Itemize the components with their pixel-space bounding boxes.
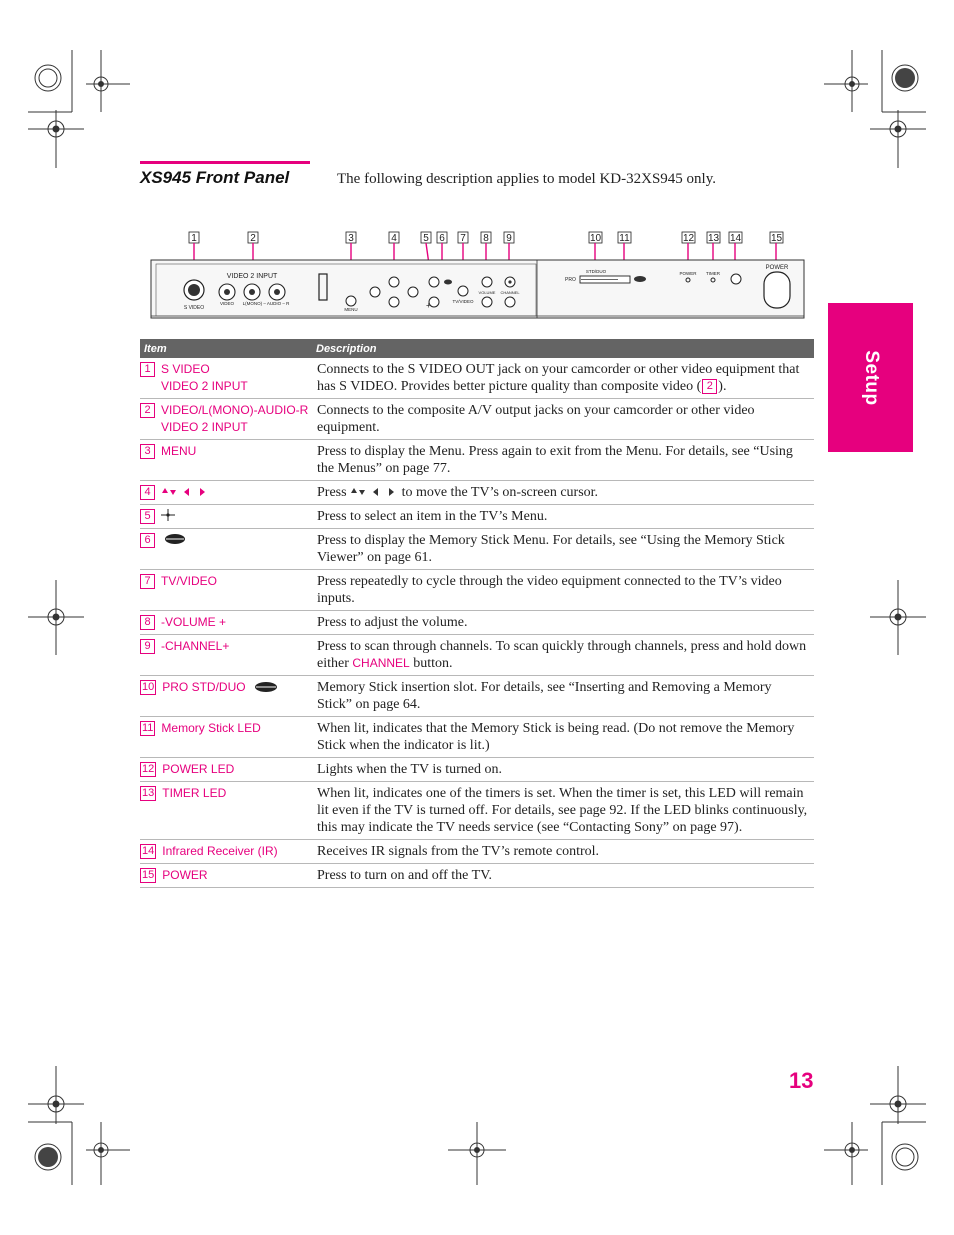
- item-description: When lit, indicates that the Memory Stick is being read. (Do not remove the Memory Stick when the indicator is lit.): [310, 717, 814, 758]
- callout-1: 1: [191, 233, 197, 244]
- title-rule: [140, 161, 310, 164]
- power-panel-label: POWER: [765, 265, 789, 271]
- item-number: 1: [140, 362, 155, 377]
- table-row: [140, 440, 814, 481]
- table-row: [140, 481, 814, 505]
- item-label: -CHANNEL+: [161, 639, 230, 653]
- item-number: 4: [140, 485, 155, 500]
- item-description: Receives IR signals from the TV’s remote control.: [310, 840, 814, 864]
- arrow-keys-icon: [350, 487, 398, 497]
- channel-panel-label: CHANNEL: [500, 290, 520, 295]
- callout-13: 13: [707, 233, 720, 244]
- intro-text: The following description applies to model KD-32XS945 only.: [337, 171, 716, 187]
- item-description: When lit, indicates one of the timers is set. When the timer is set, this LED will remain lit even if the TV is turned off. For details, see page 92. If the LED blinks continuously, this may indicate the TV needs service (see “Contacting Sony” on page 97).: [310, 782, 814, 840]
- memory-stick-icon: [164, 533, 186, 545]
- s-video-label: S VIDEO: [183, 305, 205, 311]
- callout-8: 8: [483, 233, 489, 244]
- page-number: 13: [789, 1068, 814, 1093]
- callout-9: 9: [506, 233, 512, 244]
- item-number: 11: [142, 722, 154, 734]
- item-number: 8: [140, 615, 155, 630]
- item-description: Memory Stick insertion slot. For details, see “Inserting and Removing a Memory Stick” on page 64.: [310, 676, 814, 717]
- select-symbol-icon: +: [426, 301, 431, 310]
- callout-4: 4: [391, 233, 397, 244]
- item-description-end: ).: [718, 379, 727, 394]
- item-label: VIDEO/L(MONO)-AUDIO-R: [161, 403, 309, 417]
- item-description: Press to scan through channels. To scan quickly through channels, press and hold down either: [317, 639, 807, 671]
- arrow-keys-icon: [161, 487, 207, 497]
- tv-video-panel-label: TV/VIDEO: [452, 299, 474, 304]
- header-description: Description: [310, 339, 814, 358]
- table-row: [140, 782, 814, 840]
- item-description: Press to select an item in the TV’s Menu.: [310, 505, 814, 529]
- items-table: [140, 339, 814, 888]
- table-row: [140, 505, 814, 529]
- item-description-end: to move the TV’s on-screen cursor.: [401, 485, 599, 500]
- std-duo-label: STD/DUO: [585, 269, 607, 274]
- item-number: 9: [140, 639, 155, 654]
- item-label: POWER: [162, 868, 208, 882]
- pro-label: PRO: [565, 277, 576, 283]
- timer-led-panel-label: TIMER: [706, 271, 720, 276]
- item-label: Memory Stick LED: [161, 721, 261, 735]
- item-description: Press repeatedly to cycle through the video equipment connected to the TV’s video inputs.: [310, 570, 814, 611]
- callout-11: 11: [619, 233, 630, 244]
- side-tab: [828, 303, 913, 452]
- audio-jack-label: L(MONO) – AUDIO – R: [242, 301, 290, 306]
- table-row: [140, 676, 814, 717]
- callout-2: 2: [250, 233, 256, 244]
- item-description: Press to display the Menu. Press again to exit from the Menu. For details, see “Using the Menus” on page 77.: [310, 440, 814, 481]
- table-row: [140, 529, 814, 570]
- table-row: [140, 570, 814, 611]
- item-number: 7: [140, 574, 155, 589]
- item-description: Connects to the S VIDEO OUT jack on your camcorder or other video equipment that has S VIDEO. Provides better picture quality than composite video (: [317, 362, 800, 394]
- callout-15: 15: [770, 233, 783, 244]
- item-description: Press to adjust the volume.: [310, 611, 814, 635]
- video2-label: VIDEO 2 INPUT: [226, 273, 278, 280]
- item-label: MENU: [161, 444, 197, 458]
- front-panel-diagram: [140, 228, 815, 323]
- front-panel-illustration: [140, 228, 815, 323]
- table-row: [140, 758, 814, 782]
- volume-panel-label: VOLUME: [478, 290, 496, 295]
- item-number: 10: [142, 681, 155, 693]
- callout-10: 10: [589, 233, 602, 244]
- item-description-end: button.: [413, 656, 453, 671]
- callout-6: 6: [439, 233, 445, 244]
- item-number: 2: [140, 403, 155, 418]
- callout-7: 7: [460, 233, 466, 244]
- item-number: 12: [142, 763, 155, 775]
- table-row: [140, 611, 814, 635]
- item-label: PRO STD/DUO: [162, 680, 246, 694]
- item-number: 15: [142, 869, 155, 881]
- video-jack-label: VIDEO: [219, 301, 235, 306]
- table-row: [140, 717, 814, 758]
- memory-stick-icon: [254, 681, 278, 693]
- item-number: 5: [140, 509, 155, 524]
- item-label: POWER LED: [162, 762, 235, 776]
- callout-14: 14: [729, 233, 742, 244]
- section-title: XS945 Front Panel: [140, 168, 290, 187]
- item-label: S VIDEO: [161, 362, 210, 376]
- item-description: Connects to the composite A/V output jacks on your camcorder or other video equipment.: [310, 399, 814, 440]
- callout-5: 5: [423, 233, 429, 244]
- select-crosshair-icon: [161, 509, 175, 521]
- table-row: [140, 399, 814, 440]
- item-number: 3: [140, 444, 155, 459]
- callout-12: 12: [682, 233, 695, 244]
- menu-panel-label: MENU: [344, 307, 358, 312]
- item-label: VIDEO 2 INPUT: [161, 420, 248, 434]
- item-description: Press: [317, 485, 347, 500]
- table-row: [140, 635, 814, 676]
- item-label: TV/VIDEO: [161, 574, 218, 588]
- item-description: Press to display the Memory Stick Menu. For details, see “Using the Memory Stick Viewer” on page 61.: [310, 529, 814, 570]
- table-row: [140, 840, 814, 864]
- callout-3: 3: [348, 233, 354, 244]
- channel-keyword: CHANNEL: [352, 656, 410, 670]
- table-row: [140, 864, 814, 888]
- item-label: VIDEO 2 INPUT: [161, 379, 248, 393]
- item-reference: 2: [702, 379, 717, 394]
- header-item: Item: [140, 339, 310, 358]
- power-led-panel-label: POWER: [679, 271, 697, 276]
- side-tab-label: Setup: [860, 349, 882, 406]
- table-row: [140, 358, 814, 399]
- item-label: TIMER LED: [162, 786, 227, 800]
- item-number: 6: [140, 533, 155, 548]
- item-description: Press to turn on and off the TV.: [310, 864, 814, 888]
- item-number: 13: [142, 787, 155, 799]
- table-header-row: [140, 339, 814, 358]
- item-label: -VOLUME +: [161, 615, 227, 629]
- item-number: 14: [142, 845, 155, 857]
- item-description: Lights when the TV is turned on.: [310, 758, 814, 782]
- item-label: Infrared Receiver (IR): [162, 844, 278, 858]
